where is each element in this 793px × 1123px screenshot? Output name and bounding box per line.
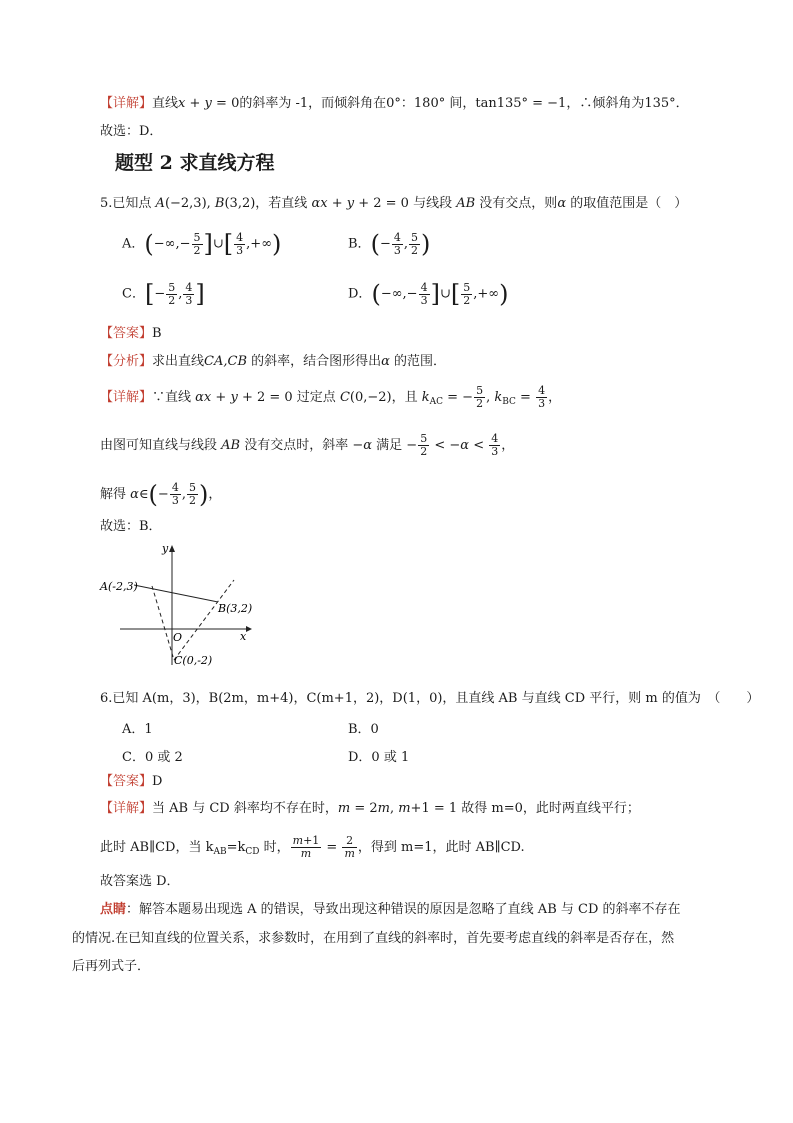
q5-choice: 故选：B． [100,519,162,534]
q5-analysis: 【分析】求出直线CA,CB 的斜率，结合图形得出α 的范围． [100,354,447,369]
q5-figure [96,540,266,670]
q5-stem: 5.已知点 A(−2,3), B(3,2)，若直线 αx + y + 2 = 0 与线段 AB 没有交点，则α 的取值范围是（ ） [100,196,688,211]
q5-detail-2: 由图可知直线与线段 AB 没有交点时，斜率 −α 满足 − $\frac{5}{2}$ < −α < $\frac{4}{3}$ ， [100,432,515,458]
q6-answer: 【答案】D [100,774,163,789]
x-axis-arrow [246,626,252,632]
prev-detail-line: 【详解】直线x + y = 0的斜率为 -1，而倾斜角在0°：180° 间，tan135° = −1，∴倾斜角为135°． [100,96,689,111]
analysis-tag: 【分析】 [100,354,153,369]
detail-tag: 【详解】 [100,390,153,405]
detail-tag: 【详解】 [100,96,153,111]
prev-choice: 故选：D． [100,124,163,139]
origin-label: O [173,631,183,644]
y-axis-label: y [162,542,169,555]
q5-detail-3: 解得 α∈(− $\frac{4}{3}$ , $\frac{5}{2}$ )， [100,480,222,509]
q6-choice: 故答案选 D． [100,874,180,889]
segment-ab [134,585,218,602]
line-cb-dashed [174,580,234,660]
q5-option-d[interactable]: D．(−∞,− $\frac{4}{3}$ ]∪[ $\frac{5}{2}$ ,+∞) [348,280,509,308]
q6-stem: 6.已知 A(m，3)，B(2m，m+4)，C(m+1，2)，D(1，0)，且直线 AB 与直线 CD 平行，则 m 的值为 （ ） [100,691,760,706]
q6-detail-2: 此时 AB∥CD，当 $k_{AB}=k_{CD}$ 时， $\frac{m+1}{m}$ = $\frac{2}{m}$ ，得到 m=1，此时 AB∥CD. [100,834,525,860]
q5-option-c[interactable]: C．[− $\frac{5}{2}$ , $\frac{4}{3}$ ] [122,280,205,308]
detail-tag: 【详解】 [100,801,153,816]
q5-detail-1: 【详解】∵直线 αx + y + 2 = 0 过定点 C(0,−2)，且 $k_{AC}$ = − $\frac{5}{2}$ , $k_{BC}$ = $\frac{4}{3}$ ， [100,384,562,410]
q6-comment-1: 点睛：解答本题易出现选 A 的错误，导致出现这种错误的原因是忽略了直线 AB 与 CD 的斜率不存在 [100,902,681,917]
point-a-label: A(-2,3) [100,580,138,593]
q6-comment-3: 后再列式子． [72,959,151,974]
q5-option-b[interactable]: B．(− $\frac{4}{3}$ , $\frac{5}{2}$ ) [348,230,431,258]
q6-option-a[interactable]: A．1 [122,722,153,737]
q6-option-b[interactable]: B．0 [348,722,379,737]
q6-option-d[interactable]: D．0 或 1 [348,750,410,765]
section-title: 题型 2 求直线方程 [115,152,275,174]
y-axis-arrow [169,545,175,552]
x-axis-label: x [240,630,247,643]
q6-comment-2: 的情况.在已知直线的位置关系，求参数时，在用到了直线的斜率时，首先要考虑直线的斜率是否存在，然 [72,931,675,946]
q6-detail-1: 【详解】当 AB 与 CD 斜率均不存在时，m = 2m, m+1 = 1 故得 m=0，此时两直线平行； [100,801,640,816]
q5-answer: 【答案】B [100,326,162,341]
q5-option-a[interactable]: A．(−∞,− $\frac{5}{2}$ ]∪[ $\frac{4}{3}$ ,+∞) [122,230,282,258]
line-ca-dashed [152,586,174,660]
point-c-label: C(0,-2) [174,654,213,667]
q6-option-c[interactable]: C．0 或 2 [122,750,183,765]
point-b-label: B(3,2) [218,602,253,615]
